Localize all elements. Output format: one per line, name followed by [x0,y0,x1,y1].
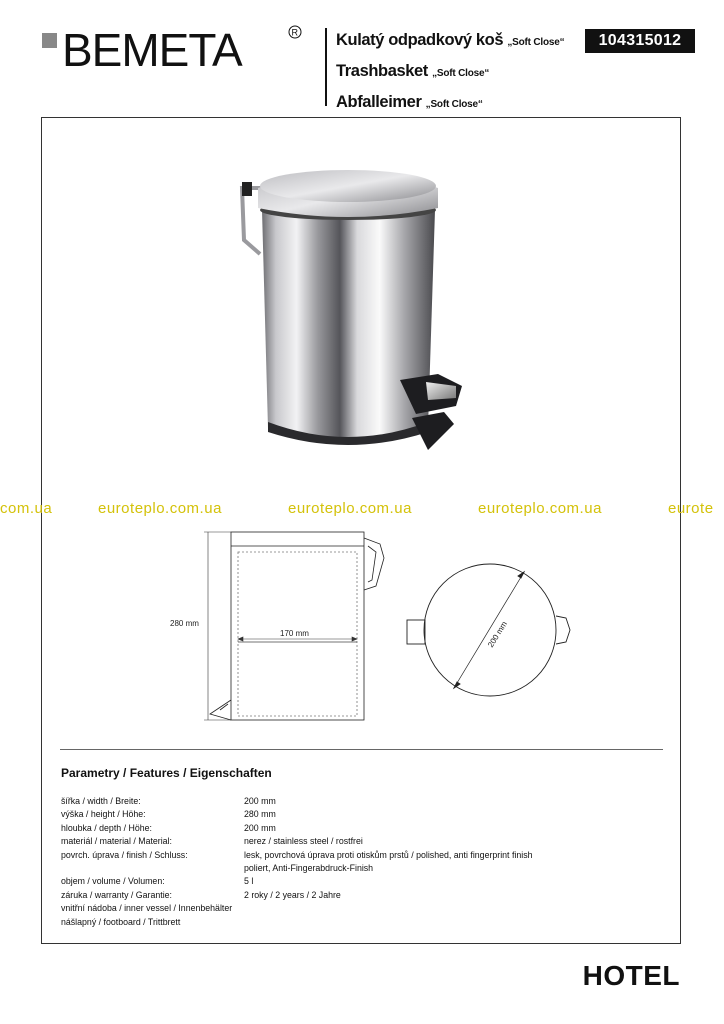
spec-label: výška / height / Höhe: [61,809,146,820]
spec-label: záruka / warranty / Garantie: [61,889,172,900]
spec-row [61,916,681,929]
diameter-label: 200 mm [486,619,510,650]
features-title: Parametry / Features / Eigenschaften [61,766,272,780]
spec-value-line: 2 roky / 2 years / 2 Jahre [244,889,341,900]
height-dimension [204,532,231,720]
watermark-item: euroteplo.com.ua [478,500,602,517]
watermark-item: com.ua [0,500,53,517]
watermark-item: euroteplo.com.ua [98,500,222,517]
svg-text:R: R [291,27,298,38]
spec-label: povrch. úprava / finish / Schluss: [61,849,188,860]
watermark-item: eurote [668,500,714,517]
logo-square [42,33,57,48]
spec-label: hloubka / depth / Höhe: [61,822,152,833]
spec-label: vnitřní nádoba / inner vessel / Innenbehälter [61,903,233,914]
spec-row [61,835,681,848]
title-cz: Kulatý odpadkový koš „Soft Close“ [336,31,565,49]
bemeta-logo [40,22,310,74]
spec-value [244,795,681,808]
bin-body [262,210,435,440]
width-label: 170 mm [280,629,309,638]
spec-value-line: 200 mm [244,796,276,806]
top-view [407,564,570,696]
brand-logo [40,22,310,79]
height-label: 280 mm [170,619,199,628]
spec-label: materiál / material / Material: [61,836,172,847]
spec-value-line: lesk, povrchová úprava proti otiskům prstů / polished, anti fingerprint finish [244,849,533,860]
spec-row [61,875,681,888]
features-list [61,795,681,929]
spec-value-line: nerez / stainless steel / rostfrei [244,836,363,847]
product-code-badge: 104315012 [585,29,695,53]
section-divider [60,749,663,750]
title-de: Abfalleimer „Soft Close“ [336,93,483,111]
spec-label: šířka / width / Breite: [61,796,141,806]
product-photo [230,160,470,460]
spec-value [244,808,681,821]
spec-row [61,902,681,915]
spec-value-line: poliert, Anti-Fingerabdruck-Finish [244,863,374,874]
spec-value [244,849,681,876]
logo-wordmark: BEMETA [62,24,242,74]
technical-drawing [42,520,682,750]
spec-value [244,835,681,848]
spec-value [244,916,681,929]
header-separator [325,28,327,106]
spec-value [244,875,681,888]
category-label: HOTEL [582,960,680,991]
spec-value-line: 280 mm [244,809,276,820]
spec-value-line: 200 mm [244,822,276,833]
spec-row [61,849,681,876]
title-en: Trashbasket „Soft Close“ [336,62,490,80]
spec-value [244,889,681,902]
watermark-item: euroteplo.com.ua [288,500,412,517]
spec-row [61,808,681,821]
spec-label: nášlapný / footboard / Trittbrett [61,916,181,927]
spec-row [61,822,681,835]
spec-label: objem / volume / Volumen: [61,876,165,887]
product-titles [336,26,586,119]
spec-row [61,795,681,808]
side-view [210,532,384,720]
spec-value [244,902,681,915]
spec-value [244,822,681,835]
spec-value-line: 5 l [244,876,254,887]
spec-row [61,889,681,902]
